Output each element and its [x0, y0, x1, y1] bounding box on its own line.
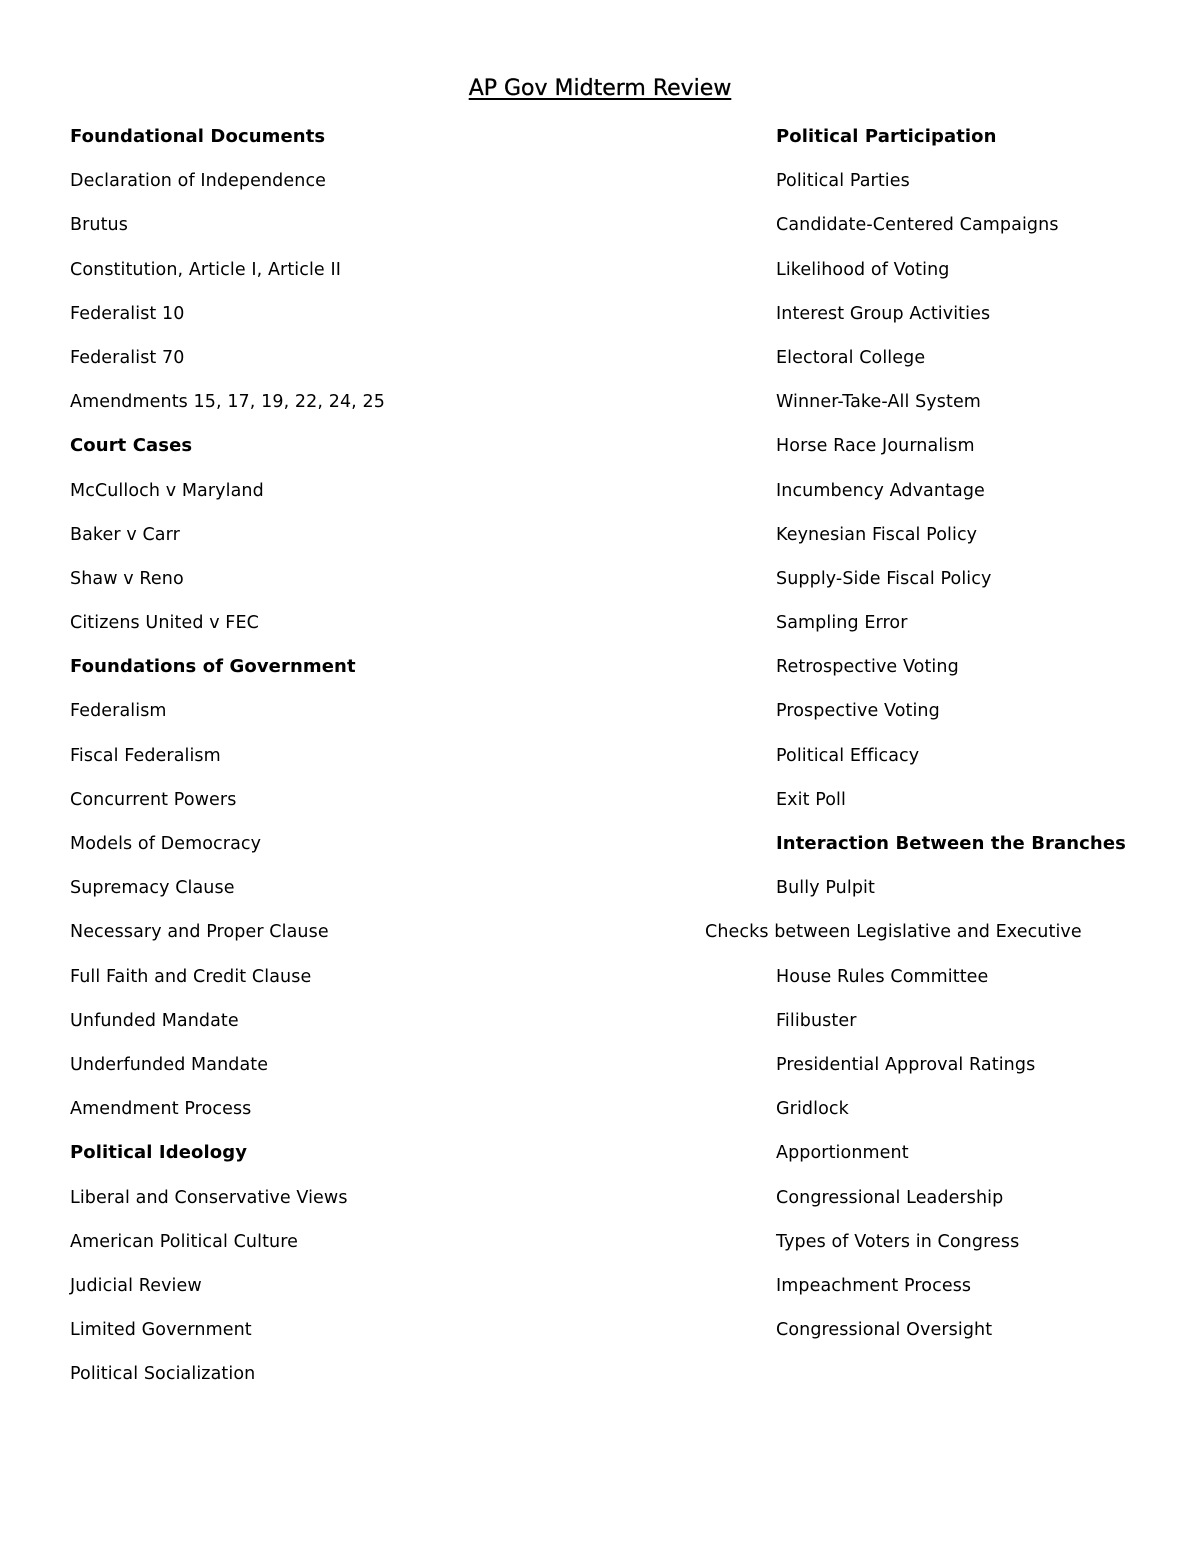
review-term: Incumbency Advantage [776, 480, 985, 501]
review-term: McCulloch v Maryland [70, 480, 264, 501]
review-term: Sampling Error [776, 613, 908, 634]
section-heading: Political Participation [776, 126, 997, 147]
review-term: Candidate-Centered Campaigns [776, 215, 1059, 236]
review-term: Amendment Process [70, 1099, 252, 1120]
review-term: Supremacy Clause [70, 878, 235, 899]
review-term: Horse Race Journalism [776, 436, 975, 457]
review-term: Gridlock [776, 1099, 849, 1120]
review-term: Underfunded Mandate [70, 1054, 269, 1075]
review-term: Supply-Side Fiscal Policy [776, 568, 992, 589]
page-title: AP Gov Midterm Review [468, 76, 732, 101]
review-term: Models of Democracy [70, 834, 262, 854]
section-heading: Court Cases [70, 435, 193, 457]
review-term: Political Efficacy [776, 745, 920, 766]
review-term: Brutus [70, 215, 128, 236]
review-term: Congressional Oversight [776, 1320, 993, 1341]
review-term: Constitution, Article I, Article II [70, 259, 341, 280]
review-term: Congressional Leadership [776, 1187, 1004, 1208]
review-term: Retrospective Voting [776, 657, 959, 678]
review-term: Full Faith and Credit Clause [70, 966, 312, 987]
section-heading: Political Ideology [70, 1142, 248, 1164]
review-term: Political Socialization [70, 1364, 256, 1385]
review-term: Electoral College [776, 347, 926, 368]
right-column [705, 121, 1196, 1358]
review-term: Amendments 15, 17, 19, 22, 24, 25 [70, 392, 385, 413]
review-term: Likelihood of Voting [776, 259, 950, 280]
review-term: Declaration of Independence [70, 171, 327, 192]
review-term: Presidential Approval Ratings [776, 1054, 1036, 1075]
review-term: Judicial Review [70, 1275, 202, 1296]
review-term: Exit Poll [776, 789, 846, 810]
review-term: Filibuster [776, 1010, 857, 1031]
review-term: Keynesian Fiscal Policy [776, 524, 978, 545]
review-term: Unfunded Mandate [70, 1010, 239, 1031]
review-term: Prospective Voting [776, 701, 940, 722]
review-term: Liberal and Conservative Views [70, 1187, 348, 1208]
review-term: Interest Group Activities [776, 303, 991, 324]
review-term: Types of Voters in Congress [776, 1231, 1020, 1252]
review-term: Citizens United v FEC [70, 613, 259, 634]
review-term: Impeachment Process [776, 1275, 972, 1296]
section-heading: Foundational Documents [70, 126, 326, 147]
review-term: Federalism [70, 701, 167, 722]
review-term: Bully Pulpit [776, 878, 875, 899]
review-term: Concurrent Powers [70, 789, 237, 810]
review-term: Limited Government [70, 1320, 252, 1341]
review-term: Necessary and Proper Clause [70, 922, 329, 943]
review-term: Fiscal Federalism [70, 745, 221, 766]
review-term: Winner-Take-All System [776, 392, 981, 413]
review-term: Political Parties [776, 171, 910, 192]
review-term: American Political Culture [70, 1231, 298, 1252]
review-term: Federalist 10 [70, 303, 185, 324]
review-term: Apportionment [776, 1143, 909, 1164]
section-heading: Interaction Between the Branches [776, 833, 1126, 854]
left-column [70, 121, 630, 1402]
section-heading: Foundations of Government [70, 656, 356, 678]
review-term: Baker v Carr [70, 524, 180, 545]
review-term: Federalist 70 [70, 347, 185, 368]
review-term: Shaw v Reno [70, 568, 184, 589]
review-term: Checks between Legislative and Executive [705, 922, 1082, 943]
review-term: House Rules Committee [776, 966, 989, 987]
